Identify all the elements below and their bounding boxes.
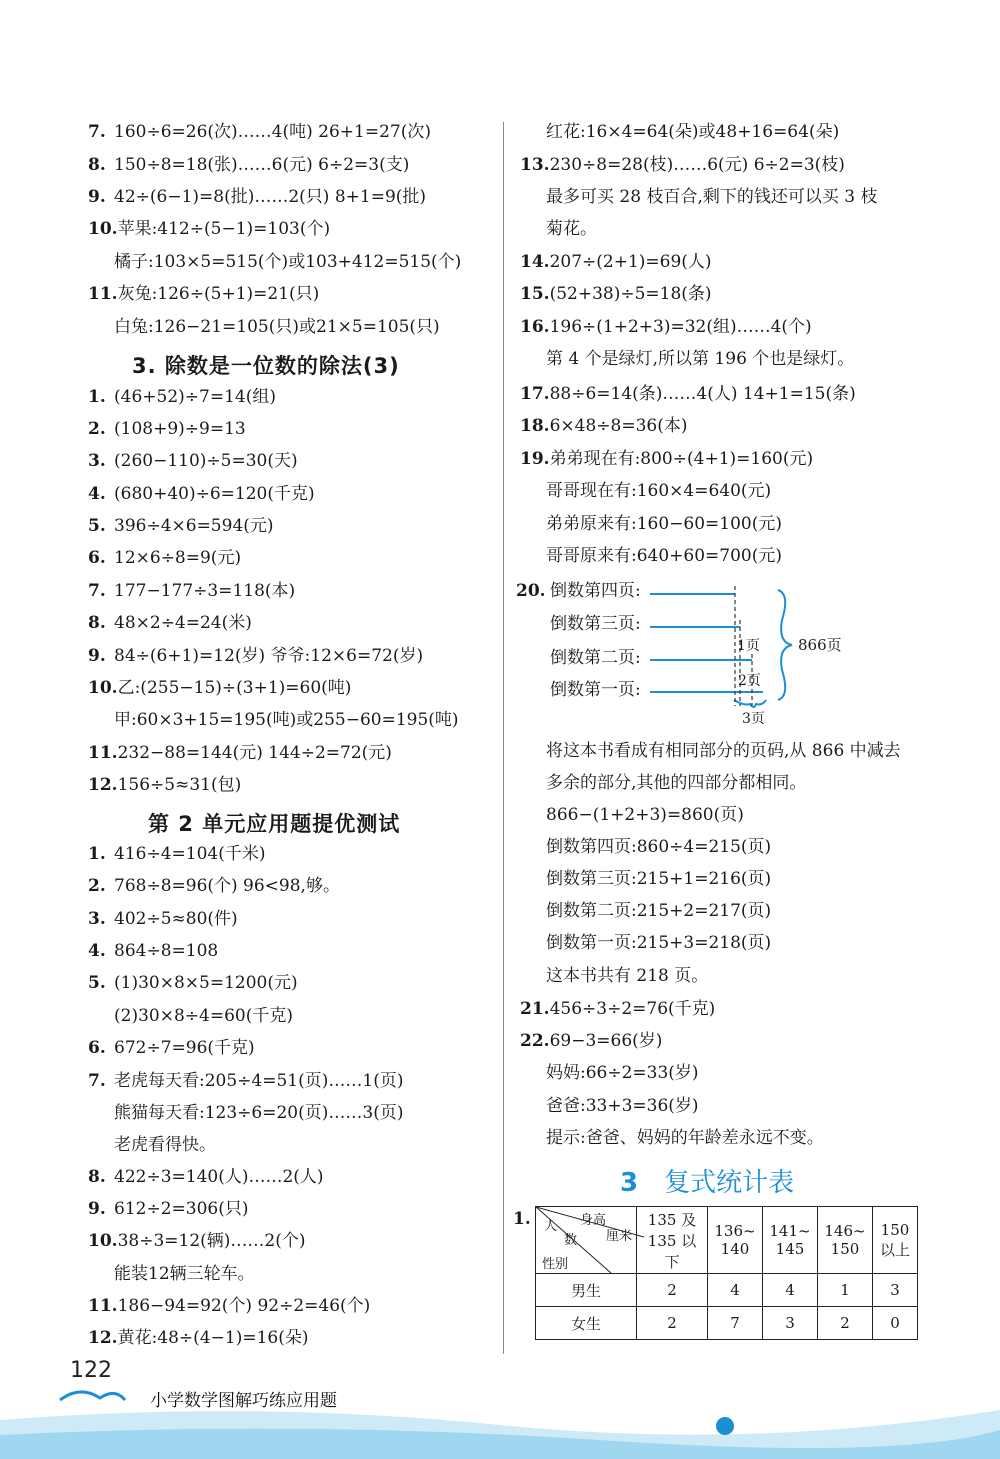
answer-text: 396÷4×6=594(元) (114, 516, 274, 536)
answer-text: 38÷3=12(辆)……2(个) (117, 1231, 306, 1251)
problem-number: 13. (520, 155, 550, 175)
answer-text: 402÷5≈80(件) (114, 909, 238, 929)
answer-text: 456÷3÷2=76(千克) (549, 999, 716, 1019)
answer-line (520, 932, 771, 954)
answer-line (88, 121, 431, 143)
answer-line (88, 645, 423, 667)
problem-number: 20. (516, 581, 546, 601)
problem-number: 2. (88, 419, 106, 439)
problem-number: 11. (88, 1296, 118, 1316)
answer-line (88, 154, 409, 176)
answer-text: 232−88=144(元) 144÷2=72(元) (117, 743, 392, 763)
answer-line (88, 1037, 255, 1059)
answer-line (88, 677, 351, 699)
answer-line (88, 186, 426, 208)
answer-line (88, 972, 298, 994)
answer-line (520, 900, 771, 922)
answer-text: (680+40)÷6=120(千克) (114, 484, 315, 504)
answer-text: (108+9)÷9=13 (114, 419, 246, 439)
diagram-label: 1页 (737, 638, 760, 654)
problem-number: 5. (88, 516, 106, 536)
answer-text: (260−110)÷5=30(天) (114, 451, 298, 471)
answer-text: 69−3=66(岁) (549, 1031, 663, 1051)
answer-text: 6×48÷8=36(本) (549, 416, 688, 436)
answer-line (88, 709, 459, 731)
answer-text: 多余的部分,其他的四部分都相同。 (546, 773, 807, 793)
answer-line (520, 415, 687, 437)
answer-line (88, 1134, 216, 1156)
answer-line (88, 1102, 403, 1124)
diagram-row-label: 倒数第三页: (550, 614, 641, 634)
problem-number: 5. (88, 973, 106, 993)
problem-number: 21. (520, 999, 550, 1019)
answer-text: 哥哥原来有:640+60=700(元) (546, 546, 783, 566)
answer-line (88, 1198, 248, 1220)
answer-text: 160÷6=26(次)……4(吨) 26+1=27(次) (114, 122, 431, 142)
problem-number: 1. (88, 387, 106, 407)
header-cell: 150 以上 (873, 1207, 918, 1274)
answer-text: 422÷3=140(人)……2(人) (114, 1167, 324, 1187)
answer-line (520, 965, 708, 987)
answer-text: 提示:爸爸、妈妈的年龄差永远不变。 (546, 1128, 824, 1148)
answer-text: 熊猫每天看:123÷6=20(页)……3(页) (114, 1103, 404, 1123)
answer-line (88, 450, 298, 472)
answer-line (88, 908, 238, 930)
answer-text: 老虎看得快。 (114, 1135, 216, 1155)
answer-text: 612÷2=306(只) (114, 1199, 249, 1219)
problem-number: 8. (88, 613, 106, 633)
problem-number: 3. (88, 451, 106, 471)
row-label: 女生 (536, 1307, 637, 1340)
diagram-label: 3页 (742, 711, 765, 727)
problem-number: 3. (88, 909, 106, 929)
answer-line (88, 316, 440, 338)
problem-number: 7. (88, 581, 106, 601)
answer-line (520, 772, 806, 794)
answer-text: 白兔:126−21=105(只)或21×5=105(只) (114, 317, 440, 337)
answer-text: 倒数第四页:860÷4=215(页) (546, 837, 772, 857)
answer-text: 672÷7=96(千克) (114, 1038, 255, 1058)
answer-text: 橘子:103×5=515(个)或103+412=515(个) (114, 252, 462, 272)
problem-number: 9. (88, 1199, 106, 1219)
problem-number: 1. (513, 1209, 531, 1229)
answer-text: 倒数第一页:215+3=218(页) (546, 933, 772, 953)
problem-number: 10. (88, 219, 118, 239)
answer-line (88, 1263, 255, 1285)
answer-line (520, 836, 771, 858)
answer-line (520, 448, 813, 470)
answer-line (520, 186, 877, 208)
answer-text: 12×6÷8=9(元) (114, 548, 242, 568)
answer-line (88, 283, 319, 305)
diagram-label: 2页 (738, 673, 761, 689)
answer-text: 老虎每天看:205÷4=51(页)……1(页) (114, 1071, 404, 1091)
answer-text: 156÷5≈31(包) (117, 775, 242, 795)
answer-text: 864÷8=108 (114, 941, 219, 961)
answer-line (88, 483, 315, 505)
answer-text: 84÷(6+1)=12(岁) 爷爷:12×6=72(岁) (114, 646, 424, 666)
answer-line (88, 940, 218, 962)
answer-line (88, 547, 241, 569)
problem-number: 12. (88, 1328, 118, 1348)
answer-text: 红花:16×4=64(朵)或48+16=64(朵) (546, 122, 840, 142)
answer-text: 倒数第三页:215+1=216(页) (546, 869, 772, 889)
answer-text: 42÷(6−1)=8(批)……2(只) 8+1=9(批) (114, 187, 427, 207)
answer-text: 弟弟原来有:160−60=100(元) (546, 514, 783, 534)
answer-line (520, 218, 597, 240)
answer-text: 177−177÷3=118(本) (114, 581, 296, 601)
answer-line (88, 774, 241, 796)
answer-line (520, 480, 771, 502)
problem-number: 1. (88, 844, 106, 864)
answer-line (520, 1095, 699, 1117)
answer-line (520, 1030, 662, 1052)
problem-number: 4. (88, 484, 106, 504)
answer-line (520, 740, 901, 762)
problem-number: 17. (520, 384, 550, 404)
diagram-row-label: 倒数第四页: (550, 581, 641, 601)
answer-text: 最多可买 28 枝百合,剩下的钱还可以买 3 枝 (546, 187, 878, 207)
answer-line (88, 1166, 324, 1188)
answer-line (88, 742, 392, 764)
answer-line (520, 1127, 824, 1149)
problem-number: 12. (88, 775, 118, 795)
answer-line (520, 348, 854, 370)
answer-line (88, 418, 246, 440)
answer-text: (1)30×8×5=1200(元) (114, 973, 298, 993)
answer-text: (2)30×8÷4=60(千克) (114, 1006, 293, 1026)
row-label: 男生 (536, 1274, 637, 1307)
answer-text: 乙:(255−15)÷(3+1)=60(吨) (117, 678, 352, 698)
answer-line (520, 121, 839, 143)
problem-number: 8. (88, 1167, 106, 1187)
section-title-stats: 3 复式统计表 (620, 1168, 795, 1198)
problem-number: 18. (520, 416, 550, 436)
table-row: 男生 2 4 4 1 3 (536, 1274, 918, 1307)
answer-line (88, 843, 265, 865)
answer-text: (46+52)÷7=14(组) (114, 387, 276, 407)
answer-line (88, 580, 295, 602)
problem-number: 6. (88, 548, 106, 568)
answer-text: 48×2÷4=24(米) (114, 613, 252, 633)
answer-line (88, 875, 340, 897)
problem-number: 4. (88, 941, 106, 961)
answer-line (520, 154, 845, 176)
answer-line (88, 612, 252, 634)
problem-number: 14. (520, 252, 550, 272)
header-corner-cell: 身高 厘米 人 数 性别 (536, 1207, 637, 1274)
diagram-row-label: 倒数第一页: (550, 680, 641, 700)
column-divider (503, 122, 504, 1354)
answer-line (520, 316, 812, 338)
answer-line (88, 515, 274, 537)
answer-text: 灰兔:126÷(5+1)=21(只) (117, 284, 320, 304)
answer-text: 菊花。 (546, 219, 597, 239)
answer-line (88, 251, 461, 273)
answer-line (520, 545, 782, 567)
header-cell: 146~ 150 (818, 1207, 873, 1274)
answer-text: 230÷8=28(枝)……6(元) 6÷2=3(枝) (549, 155, 845, 175)
answer-text: 88÷6=14(条)……4(人) 14+1=15(条) (549, 384, 856, 404)
problem-number: 7. (88, 1071, 106, 1091)
answer-text: 妈妈:66÷2=33(岁) (546, 1063, 699, 1083)
problem-number: 19. (520, 449, 550, 469)
problem-number: 22. (520, 1031, 550, 1051)
page-number: 122 (70, 1358, 112, 1383)
answer-line (88, 1070, 403, 1092)
problem-number: 6. (88, 1038, 106, 1058)
answer-line (88, 218, 330, 240)
answer-text: 416÷4=104(千米) (114, 844, 266, 864)
problem-number: 11. (88, 284, 118, 304)
header-cell: 135 及 135 以下 (637, 1207, 708, 1274)
answer-text: 196÷(1+2+3)=32(组)……4(个) (549, 317, 812, 337)
answer-line (88, 1005, 293, 1027)
answer-text: (52+38)÷5=18(条) (549, 284, 712, 304)
answer-text: 倒数第二页:215+2=217(页) (546, 901, 772, 921)
answer-text: 爸爸:33+3=36(岁) (546, 1096, 699, 1116)
table-row: 女生 2 7 3 2 0 (536, 1307, 918, 1340)
answer-text: 哥哥现在有:160×4=640(元) (546, 481, 772, 501)
answer-line (88, 1230, 306, 1252)
problem-number: 10. (88, 678, 118, 698)
answer-line (88, 386, 276, 408)
diagram-row-label: 倒数第二页: (550, 648, 641, 668)
header-cell: 136~ 140 (708, 1207, 763, 1274)
problem-number: 15. (520, 284, 550, 304)
answer-text: 207÷(2+1)=69(人) (549, 252, 712, 272)
problem-number: 16. (520, 317, 550, 337)
answer-text: 黄花:48÷(4−1)=16(朵) (117, 1328, 309, 1348)
answer-line (520, 804, 744, 826)
header-cell: 141~ 145 (763, 1207, 818, 1274)
answer-text: 186−94=92(个) 92÷2=46(个) (117, 1296, 371, 1316)
answer-text: 能装12辆三轮车。 (114, 1264, 255, 1284)
answer-line (88, 1327, 308, 1349)
diagram-lines (520, 580, 940, 730)
answer-text: 866−(1+2+3)=860(页) (546, 805, 744, 825)
answer-line (520, 251, 712, 273)
problem-number: 9. (88, 187, 106, 207)
page-diagram (516, 580, 940, 730)
problem-number: 9. (88, 646, 106, 666)
answer-line (88, 1295, 370, 1317)
diagram-label: 866页 (798, 636, 842, 654)
answer-text: 这本书共有 218 页。 (546, 966, 709, 986)
answer-text: 第 4 个是绿灯,所以第 196 个也是绿灯。 (546, 349, 855, 369)
answer-line (520, 1062, 699, 1084)
answer-text: 弟弟现在有:800÷(4+1)=160(元) (549, 449, 814, 469)
answer-line (520, 868, 771, 890)
answer-text: 150÷8=18(张)……6(元) 6÷2=3(支) (114, 155, 410, 175)
section-title-division: 3. 除数是一位数的除法(3) (132, 354, 400, 378)
answer-text: 将这本书看成有相同部分的页码,从 866 中减去 (546, 741, 901, 761)
section-title-unit-test: 第 2 单元应用题提优测试 (148, 812, 401, 836)
answer-line (520, 998, 715, 1020)
book-title: 小学数学图解巧练应用题 (150, 1391, 337, 1411)
answer-text: 768÷8=96(个) 96<98,够。 (114, 876, 340, 896)
answer-line (520, 383, 856, 405)
problem-number: 2. (88, 876, 106, 896)
problem-number: 7. (88, 122, 106, 142)
answer-line (520, 513, 782, 535)
answer-line (520, 283, 712, 305)
problem-number: 10. (88, 1231, 118, 1251)
stats-table (535, 1206, 918, 1340)
problem-number: 11. (88, 743, 118, 763)
problem-number: 8. (88, 155, 106, 175)
answer-text: 苹果:412÷(5−1)=103(个) (117, 219, 331, 239)
answer-text: 甲:60×3+15=195(吨)或255−60=195(吨) (114, 710, 459, 730)
